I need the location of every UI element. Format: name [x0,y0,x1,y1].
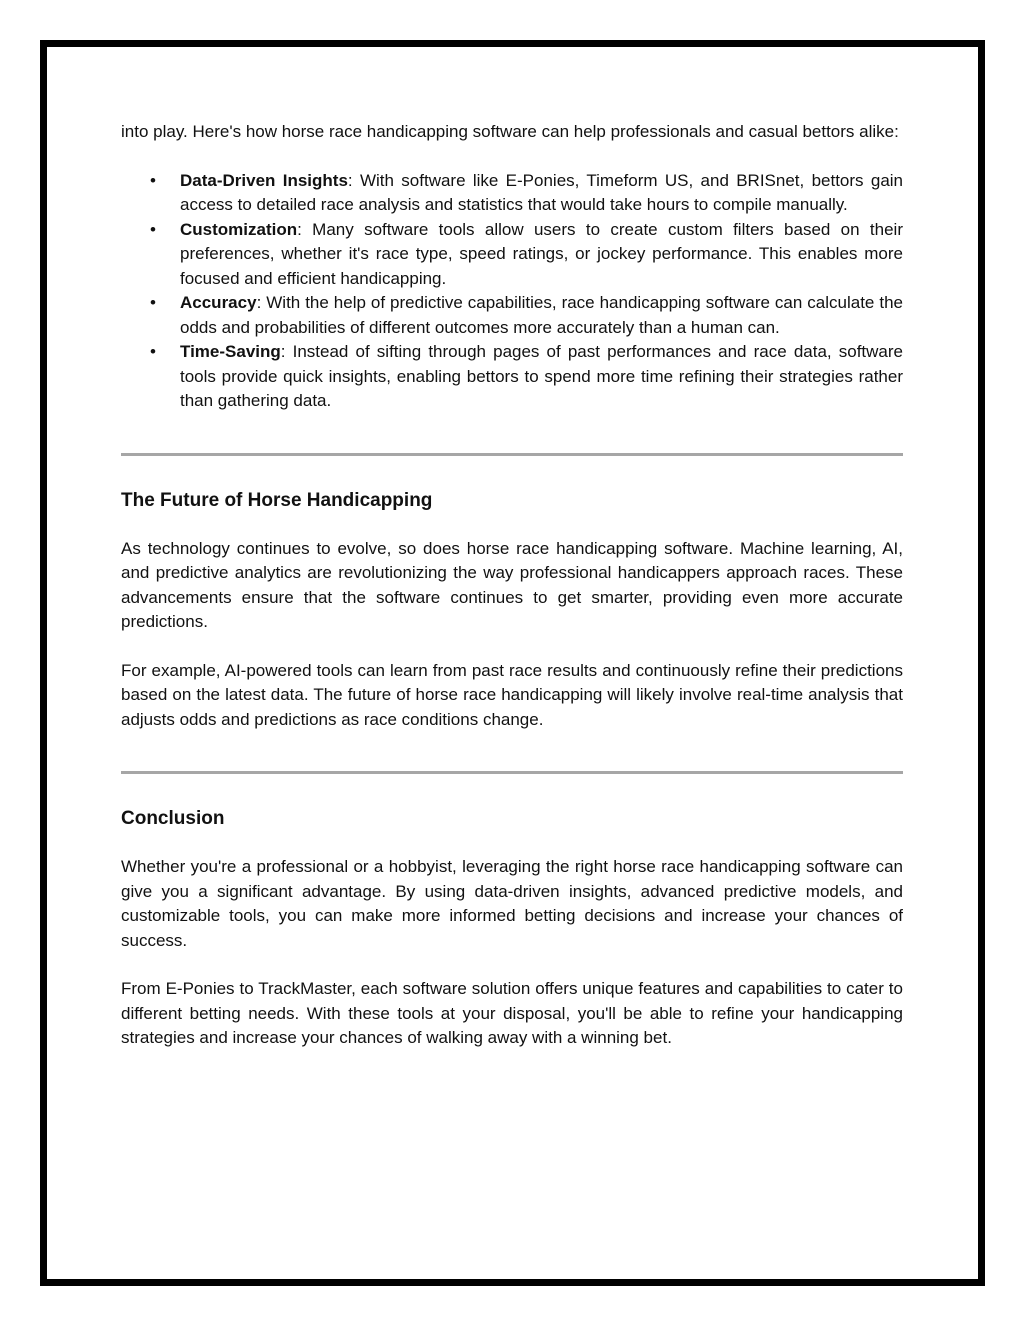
document-body [121,120,903,1051]
section-divider [121,771,903,774]
bullet-text: : With software like E-Ponies, Timeform US, and BRISnet, bettors gain access to detailed race analysis and statistics that would take hours to compile manually. [180,170,904,214]
section-heading-future: The Future of Horse Handicapping [121,489,433,511]
bullet-text: : Many software tools allow users to create custom filters based on their preferences, whether it's race type, speed ratings, or jockey performance. This enables more focused and efficient handicapping. [180,219,903,288]
future-paragraph-2: For example, AI-powered tools can learn from past race results and continuously refine their predictions based on the latest data. The future of horse race handicapping will likely involve real-time analysis that adjusts odds and predictions as race conditions change. [121,660,903,729]
bullet-text: : Instead of sifting through pages of past performances and race data, software tools provide quick insights, enabling bettors to spend more time refining their strategies rather than gathering data. [180,342,903,410]
bullet-term: Accuracy [180,293,257,312]
list-item [180,169,903,218]
bullet-text: : With the help of predictive capabilities, race handicapping software can calculate the odds and probabilities of different outcomes more accurately than a human can. [180,293,903,337]
list-item [180,340,903,414]
future-paragraph-1: As technology continues to evolve, so does horse race handicapping software. Machine learning, AI, and predictive analytics are revolutionizing the way professional handicappers approach races. These advancements ensure that the software continues to get smarter, providing even more accurate predictions. [121,538,903,631]
conclusion-paragraph-2: From E-Ponies to TrackMaster, each software solution offers unique features and capabilities to cater to different betting needs. With these tools at your disposal, you'll be able to refine your handicapping strategies and increase your chances of walking away with a winning bet. [121,979,903,1047]
bullet-term: Customization [180,219,298,239]
conclusion-paragraph-1: Whether you're a professional or a hobbyist, leveraging the right horse race handicapping software can give you a significant advantage. By using data-driven insights, advanced predictive models, and customizable tools, you can make more informed betting decisions and increase your chances of success. [121,857,903,950]
section-divider [121,453,903,456]
list-item [180,291,903,340]
list-item [180,218,903,292]
intro-paragraph: into play. Here's how horse race handicapping software can help professionals and casual bettors alike: [121,122,899,141]
bullet-term: Data-Driven Insights [180,170,348,190]
section-heading-conclusion: Conclusion [121,808,225,829]
benefits-list [121,169,903,414]
bullet-term: Time-Saving [180,342,281,361]
